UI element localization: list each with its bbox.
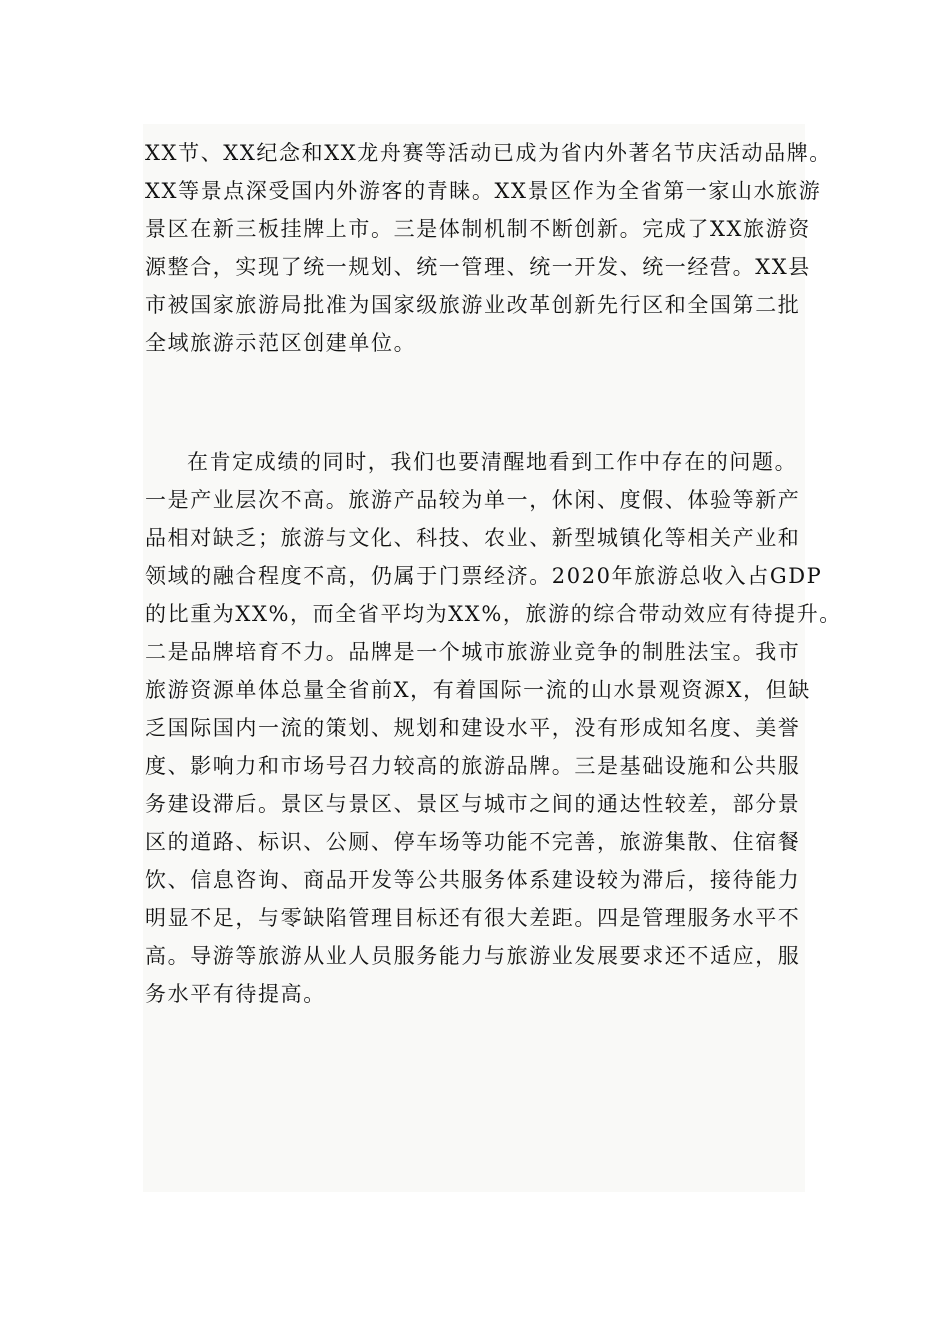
paragraph-line: 源整合，实现了统一规划、统一管理、统一开发、统一经营。XX县 — [145, 255, 811, 279]
paragraph-line: 旅游资源单体总量全省前X，有着国际一流的山水景观资源X，但缺 — [145, 678, 811, 702]
paragraph-line: 领域的融合程度不高，仍属于门票经济。2020年旅游总收入占GDP — [145, 564, 823, 588]
paragraph-line: 一是产业层次不高。旅游产品较为单一，休闲、度假、体验等新产 — [145, 488, 801, 512]
paragraph-line: 务建设滞后。景区与景区、景区与城市之间的通达性较差，部分景 — [145, 792, 801, 816]
paragraph-line: 品相对缺乏；旅游与文化、科技、农业、新型城镇化等相关产业和 — [145, 526, 801, 550]
paragraph-line: 饮、信息咨询、商品开发等公共服务体系建设较为滞后，接待能力 — [145, 868, 801, 892]
paragraph-line: 乏国际国内一流的策划、规划和建设水平，没有形成知名度、美誉 — [145, 716, 801, 740]
paragraph-1 — [145, 134, 832, 362]
paragraph-line: 全域旅游示范区创建单位。 — [145, 331, 417, 355]
paragraph-line: 务水平有待提高。 — [145, 982, 326, 1006]
paragraph-line: 高。导游等旅游从业人员服务能力与旅游业发展要求还不适应，服 — [145, 944, 801, 968]
paragraph-2 — [145, 443, 842, 1013]
paragraph-line: XX节、XX纪念和XX龙舟赛等活动已成为省内外著名节庆活动品牌。 — [145, 141, 832, 165]
paragraph-line: 市被国家旅游局批准为国家级旅游业改革创新先行区和全国第二批 — [145, 293, 801, 317]
paragraph-line: 二是品牌培育不力。品牌是一个城市旅游业竞争的制胜法宝。我市 — [145, 640, 801, 664]
paragraph-line: 的比重为XX%，而全省平均为XX%，旅游的综合带动效应有待提升。 — [145, 602, 842, 626]
paragraph-line: 景区在新三板挂牌上市。三是体制机制不断创新。完成了XX旅游资 — [145, 217, 811, 241]
paragraph-line: 度、影响力和市场号召力较高的旅游品牌。三是基础设施和公共服 — [145, 754, 801, 778]
paragraph-line: 在肯定成绩的同时，我们也要清醒地看到工作中存在的问题。 — [187, 450, 798, 474]
paragraph-line: XX等景点深受国内外游客的青睐。XX景区作为全省第一家山水旅游 — [145, 179, 822, 203]
paragraph-line: 区的道路、标识、公厕、停车场等功能不完善，旅游集散、住宿餐 — [145, 830, 801, 854]
paragraph-line: 明显不足，与零缺陷管理目标还有很大差距。四是管理服务水平不 — [145, 906, 801, 930]
text-block — [143, 124, 842, 1192]
